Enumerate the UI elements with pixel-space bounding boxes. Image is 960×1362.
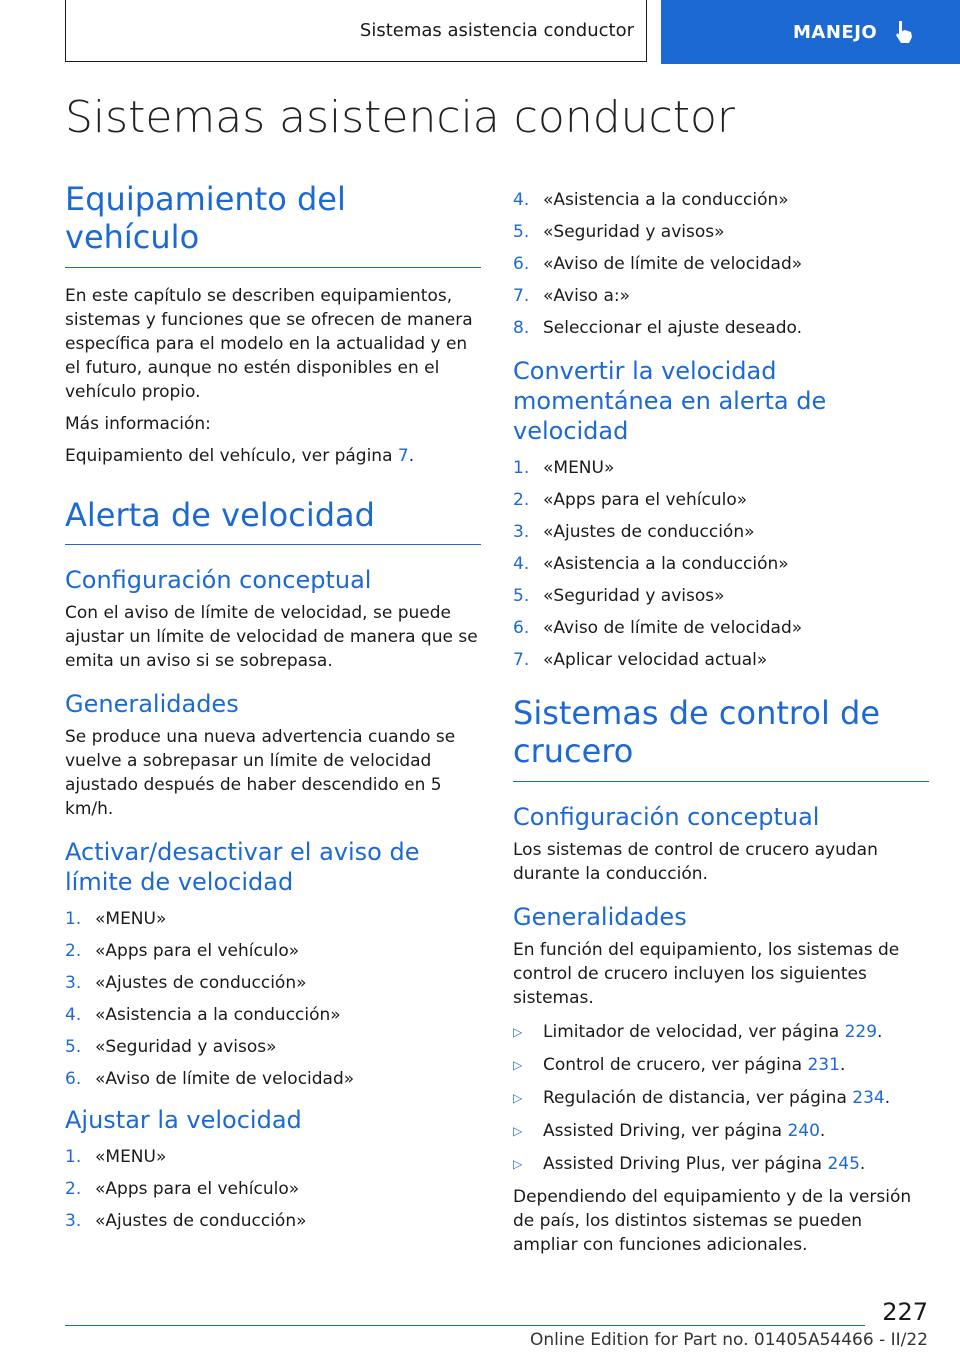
pointing-hand-icon <box>893 19 915 45</box>
alert-concept-heading: Configuración conceptual <box>65 566 372 595</box>
step-number: 4. <box>513 554 530 574</box>
equipment-reference-text: Equipamiento del vehículo, ver página <box>65 445 398 466</box>
equipment-reference <box>65 444 481 468</box>
cruise-concept-heading: Configuración conceptual <box>513 802 820 831</box>
step-text: «Aviso de límite de velocidad» <box>543 254 803 274</box>
page-link[interactable]: 229 <box>844 1021 878 1042</box>
page-link[interactable]: 245 <box>827 1153 860 1174</box>
list-item <box>65 1145 481 1169</box>
step-text: «Aviso de límite de velocidad» <box>95 1069 355 1090</box>
step-number: 5. <box>513 586 530 606</box>
list-item <box>65 907 481 931</box>
step-text: «Asistencia a la conducción» <box>543 190 789 210</box>
step-text: «Seguridad y avisos» <box>543 222 725 242</box>
list-item: ▷ Assisted Driving Plus, ver página 245. <box>513 1153 866 1174</box>
adjust-speed-heading: Ajustar la velocidad <box>65 1106 302 1135</box>
item-text: Assisted Driving Plus, ver página <box>543 1153 828 1174</box>
page-link[interactable]: 240 <box>787 1120 820 1141</box>
step-number: 5. <box>65 1037 82 1058</box>
step-text: «Asistencia a la conducción» <box>95 1005 341 1026</box>
equipment-heading: Equipamiento del vehículo <box>65 180 481 268</box>
footer-edition: Online Edition for Part no. 01405A54466 - II/22 <box>529 1330 928 1350</box>
step-number: 6. <box>513 254 530 274</box>
list-item: ▷ Control de crucero, ver página 231. <box>513 1054 846 1075</box>
header-chapter-tab[interactable] <box>661 0 960 64</box>
left-column <box>65 180 481 1241</box>
step-number: 3. <box>513 522 530 542</box>
step-text: «Ajustes de conducción» <box>95 973 307 994</box>
list-item <box>513 188 929 212</box>
step-text: Seleccionar el ajuste deseado. <box>543 318 803 338</box>
convert-speed-steps <box>513 456 929 672</box>
step-text: «Seguridad y avisos» <box>543 586 725 606</box>
step-text: «MENU» <box>95 909 167 930</box>
step-text: «Asistencia a la conducción» <box>543 554 789 574</box>
adjust-speed-steps-part1 <box>65 1145 481 1233</box>
cruise-concept-body: Los sistemas de control de crucero ayudan durante la conducción. <box>513 839 878 884</box>
item-text: Control de crucero, ver página <box>543 1054 808 1075</box>
step-text: «Apps para el vehículo» <box>95 1179 300 1200</box>
step-number: 1. <box>513 458 530 478</box>
step-text: «Aplicar velocidad actual» <box>543 650 768 670</box>
list-item <box>513 284 929 308</box>
step-number: 2. <box>65 1179 82 1200</box>
cruise-control-heading: Sistemas de control de crucero <box>513 694 929 782</box>
step-text: «Ajustes de conducción» <box>95 1211 307 1232</box>
step-text: «Ajustes de conducción» <box>543 522 755 542</box>
list-item <box>513 520 929 544</box>
bullet-triangle-icon: ▷ <box>513 1156 523 1171</box>
step-text: «Apps para el vehículo» <box>543 490 748 510</box>
more-info-label: Más información: <box>65 413 211 434</box>
equipment-body: En este capítulo se describen equipamientos, sistemas y funciones que se ofrecen de manera específica para el modelo en la actualidad y en el futuro, aunque no estén disponibles en el vehículo propio. <box>65 285 473 402</box>
page-title: Sistemas asistencia conductor <box>65 92 736 143</box>
list-item <box>65 1003 481 1027</box>
list-item <box>513 220 929 244</box>
step-number: 1. <box>65 909 82 930</box>
toggle-alert-steps <box>65 907 481 1091</box>
cruise-systems-list <box>513 1020 929 1176</box>
page-number: 227 <box>882 1298 928 1326</box>
step-text: «MENU» <box>95 1147 167 1168</box>
alert-general-heading: Generalidades <box>65 690 239 719</box>
alert-concept-body: Con el aviso de límite de velocidad, se puede ajustar un límite de velocidad de manera que se emita un aviso si se sobrepasa. <box>65 603 478 672</box>
list-item: ▷ Regulación de distancia, ver página 234. <box>513 1087 891 1108</box>
step-text: «MENU» <box>543 458 615 478</box>
page-link[interactable]: 234 <box>852 1087 885 1108</box>
alert-general-body: Se produce una nueva advertencia cuando se vuelve a sobrepasar un límite de velocidad ajustado después de haber descendido en 5 km/h. <box>65 727 456 820</box>
step-number: 6. <box>65 1069 82 1090</box>
step-text: «Seguridad y avisos» <box>95 1037 277 1058</box>
footer-divider <box>65 1325 865 1326</box>
step-number: 4. <box>65 1005 82 1026</box>
right-column <box>513 188 929 1257</box>
cruise-general-body: En función del equipamiento, los sistemas de control de crucero incluyen los siguientes sistemas. <box>513 939 900 1008</box>
list-item <box>65 1067 481 1091</box>
bullet-triangle-icon: ▷ <box>513 1024 523 1039</box>
bullet-triangle-icon: ▷ <box>513 1057 523 1072</box>
list-item <box>65 971 481 995</box>
list-item: ▷ Assisted Driving, ver página 240. <box>513 1120 826 1141</box>
list-item <box>65 1209 481 1233</box>
item-text: Limitador de velocidad, ver página <box>543 1021 845 1042</box>
step-number: 7. <box>513 650 530 670</box>
list-item <box>513 456 929 480</box>
header-section <box>65 0 647 62</box>
step-text: «Apps para el vehículo» <box>95 941 300 962</box>
list-item <box>65 1035 481 1059</box>
cruise-closing: Dependiendo del equipamiento y de la versión de país, los distintos sistemas se pueden ampliar con funciones adicionales. <box>513 1186 912 1255</box>
header-chapter-title: MANEJO <box>793 21 878 43</box>
step-number: 3. <box>65 1211 82 1232</box>
list-item <box>513 648 929 672</box>
list-item <box>513 584 929 608</box>
step-text: «Aviso de límite de velocidad» <box>543 618 803 638</box>
list-item: ▷ Limitador de velocidad, ver página 229. <box>513 1021 883 1042</box>
bullet-triangle-icon: ▷ <box>513 1123 523 1138</box>
step-number: 2. <box>513 490 530 510</box>
list-item <box>513 552 929 576</box>
list-item <box>513 488 929 512</box>
list-item <box>513 316 929 340</box>
convert-speed-heading: Convertir la velocidad momentánea en alerta de velocidad <box>513 357 827 445</box>
bullet-triangle-icon: ▷ <box>513 1090 523 1105</box>
item-text: Regulación de distancia, ver página <box>543 1087 853 1108</box>
step-number: 6. <box>513 618 530 638</box>
step-number: 1. <box>65 1147 82 1168</box>
page-link[interactable]: 231 <box>807 1054 840 1075</box>
step-number: 5. <box>513 222 530 242</box>
step-text: «Aviso a:» <box>543 286 631 306</box>
step-number: 4. <box>513 190 530 210</box>
header-section-title: Sistemas asistencia conductor <box>359 20 634 41</box>
equipment-page-link[interactable]: 7 <box>397 445 409 466</box>
list-item <box>513 616 929 640</box>
list-item <box>65 1177 481 1201</box>
toggle-alert-heading: Activar/desactivar el aviso de límite de velocidad <box>65 838 420 897</box>
step-number: 8. <box>513 318 530 338</box>
list-item <box>65 939 481 963</box>
cruise-general-heading: Generalidades <box>513 902 687 931</box>
item-text: Assisted Driving, ver página <box>543 1120 788 1141</box>
adjust-speed-steps-part2 <box>513 188 929 340</box>
equipment-reference-end: . <box>408 445 415 466</box>
list-item <box>513 252 929 276</box>
speed-alert-heading: Alerta de velocidad <box>65 496 481 545</box>
step-number: 7. <box>513 286 530 306</box>
step-number: 3. <box>65 973 82 994</box>
step-number: 2. <box>65 941 82 962</box>
